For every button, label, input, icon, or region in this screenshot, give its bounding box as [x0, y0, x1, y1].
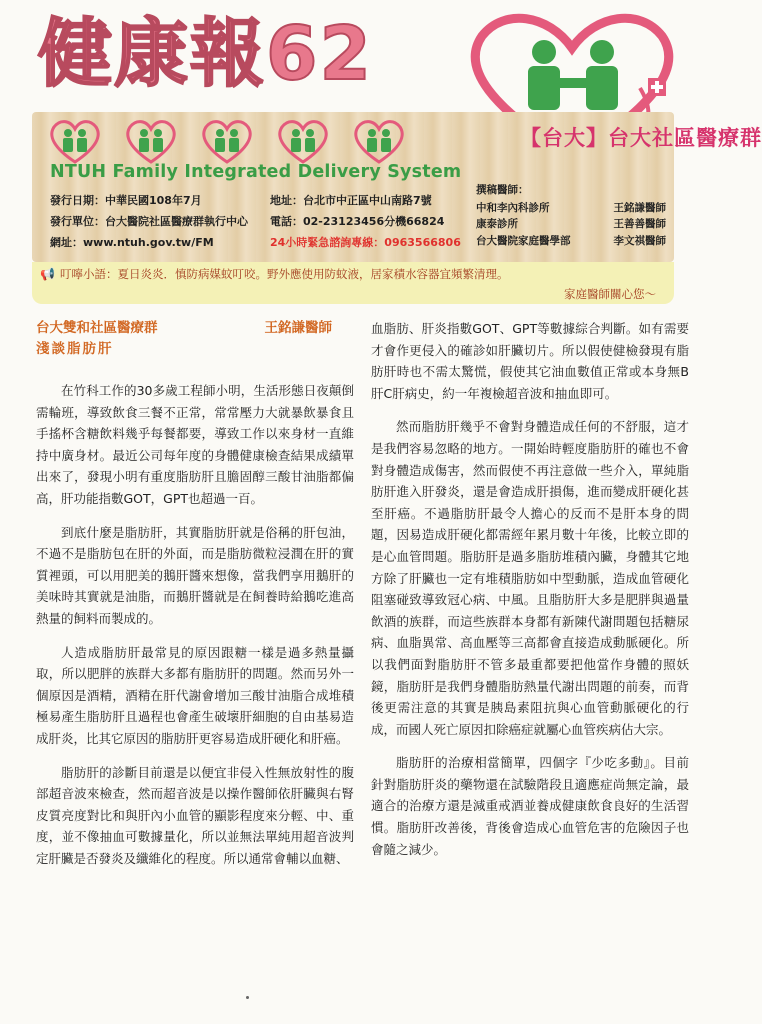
article-paragraph: 脂肪肝的治療相當簡單，四個字『少吃多動』。目前針對脂肪肝炎的藥物還在試驗階段且適應症尚無定論，最適合的治療方還是減重戒酒並養成健康飲食良好的生活習慣。脂肪肝改善後，背後會造成心血管危害的危險因子也會隨之減少。 [371, 755, 689, 857]
article-group: 台大雙和社區醫療群 [36, 320, 158, 336]
mini-logo-3 [198, 118, 256, 166]
author-clinic: 台大醫院家庭醫學部 [476, 234, 571, 247]
authors-label: 撰稿醫師： [476, 184, 529, 196]
article-paragraph-continued: 血脂肪、肝炎指數GOT、GPT等數據綜合判斷。如有需要才會作更侵入的確診如肝臟切片。所以假使健檢發現有脂肪肝時也不需太驚慌，假使其它油血數值正常或本身無B肝C肝病史，約一年複檢超音波和抽血即可。 [371, 321, 689, 401]
contact-info [270, 190, 461, 253]
article-column-left [36, 318, 354, 881]
article-paragraph: 到底什麼是脂肪肝，其實脂肪肝就是俗稱的肝包油，不過不是脂肪包在肝的外面，而是脂肪微粒浸潤在肝的實質裡頭，可以用肥美的鵝肝醬來想像，當我們享用鵝肝的美味時其實就是油脂，而鵝肝醬就是在飼養時給鵝吃進高熱量的飼料而製成的。 [36, 524, 354, 626]
article-paragraph: 在竹科工作的30多歲工程師小明，生活形態日夜顛倒需輪班，導致飲食三餐不正常，常常壓力大就暴飲暴食且手搖杯含糖飲料幾乎每餐都要，導致工作以來身材一直維持中廣身材。最近公司每年度的身體健康檢查結果成績單出來了，發現小明有重度脂肪肝且膽固醇三酸甘油脂都偏高，肝功能指數GOT，GPT也超過一百。 [36, 383, 354, 506]
article-column-right [371, 318, 689, 872]
author-clinic: 中和李內科診所 [476, 201, 550, 214]
article-author: 王銘謙醫師 [264, 320, 332, 336]
reminder-strip [32, 262, 674, 304]
article-paragraph: 人造成脂肪肝最常見的原因跟糖一樣是過多熱量攝取，所以肥胖的族群大多都有脂肪肝的問題。然而另外一個原因是酒精，酒精在肝代謝會增加三酸甘油脂合成堆積極易產生脂肪肝且過程也會產生破壞肝細胞的自由基易造成肝炎，比其它原因的脂肪肝更容易造成肝硬化和肝癌。 [36, 644, 354, 746]
megaphone-icon: 📢 [40, 267, 55, 281]
mini-logo-5 [350, 118, 408, 166]
author-row [476, 233, 666, 250]
member-clinic-logos [46, 118, 408, 166]
authors-box [476, 182, 666, 249]
emergency-hotline: 24小時緊急諮詢專線：0963566806 [270, 236, 461, 249]
mini-heart-logo-icon [122, 118, 180, 166]
community-group-name [520, 122, 762, 152]
mini-heart-logo-icon [350, 118, 408, 166]
info-banner [32, 112, 762, 262]
website-link[interactable]: 網址：www.ntuh.gov.tw/FM [50, 236, 214, 249]
article-byline [36, 318, 332, 338]
mini-heart-logo-icon [46, 118, 104, 166]
mini-logo-4 [274, 118, 332, 166]
author-row [476, 200, 666, 217]
publish-date: 發行日期：中華民國108年7月 [50, 194, 202, 207]
article-paragraph: 脂肪肝的診斷目前還是以便宜非侵入性無放射性的腹部超音波來檢查，然而超音波是以操作醫師依肝臟與右腎皮質亮度對比和與肝內小血管的顯影程度來分輕、中、重度，並不像抽血可數據量化，所以並無法單純用超音波判定肝臟是否發炎及纖維化的程度。所以通常會輔以血糖、 [36, 764, 354, 866]
english-title: NTUH Family Integrated Delivery System [50, 162, 462, 182]
reminder-text: 叮嚀小語：夏日炎炎．慎防病媒蚊叮咬。野外應使用防蚊液，居家積水容器宜頻繁清理。 [60, 267, 509, 281]
publication-info [50, 190, 248, 253]
mini-heart-logo-icon [274, 118, 332, 166]
page-mark [246, 996, 249, 999]
phone: 電話：02-23123456分機66824 [270, 215, 445, 228]
logo-side-text: 【台大】 [520, 126, 608, 150]
newsletter-title: 健康報62 [38, 11, 373, 97]
mini-logo-2 [122, 118, 180, 166]
author-clinic: 康泰診所 [476, 218, 518, 230]
article-paragraph: 然而脂肪肝幾乎不會對身體造成任何的不舒服，這才是我們容易忽略的地方。一開始時輕度脂肪肝的確也不會對身體造成傷害，然而假使不再注意做一些介入，單純脂肪肝進入肝發炎，還是會造成肝損傷，進而變成肝硬化甚至肝癌。不過脂肪肝最令人擔心的反而不是肝本身的問題，因易造成肝硬化都需經年累月數十年後，比較立即的是心血管問題。脂肪肝是過多脂肪堆積內臟，身體其它地方除了肝臟也一定有堆積脂肪如中型動脈，造成血管硬化阻塞碰致導致冠心病、中風。且脂肪肝大多是肥胖與過量飲酒的族群，而這些族群本身都有新陳代謝問題包括糖尿病、血脂異常、高血壓等三高都會直接造成動脈硬化。所以我們面對脂肪肝不管多最重都要把他當作身體的照妖鏡，脂肪肝是我們身體脂肪熱量代謝出問題的前奏，而背後更需注意的其實是胰島素阻抗與心血管動脈硬化的行成，而國人死亡原因扣除癌症就屬心血管疾病佔大宗。 [371, 419, 689, 737]
author-doctor: 王善善醫師 [613, 218, 666, 230]
reminder-signature: 家庭醫師關心您～ [564, 287, 656, 301]
author-doctor: 李文祺醫師 [613, 234, 666, 247]
mini-logo-1 [46, 118, 104, 166]
address: 地址：台北市中正區中山南路7號 [270, 194, 432, 207]
logo-name: 台大社區醫療群 [608, 126, 762, 150]
publisher: 發行單位：台大醫院社區醫療群執行中心 [50, 215, 248, 228]
author-row [476, 216, 666, 233]
author-doctor: 王銘謙醫師 [613, 201, 666, 214]
article-title: 淺談脂肪肝 [36, 341, 114, 357]
mini-heart-logo-icon [198, 118, 256, 166]
